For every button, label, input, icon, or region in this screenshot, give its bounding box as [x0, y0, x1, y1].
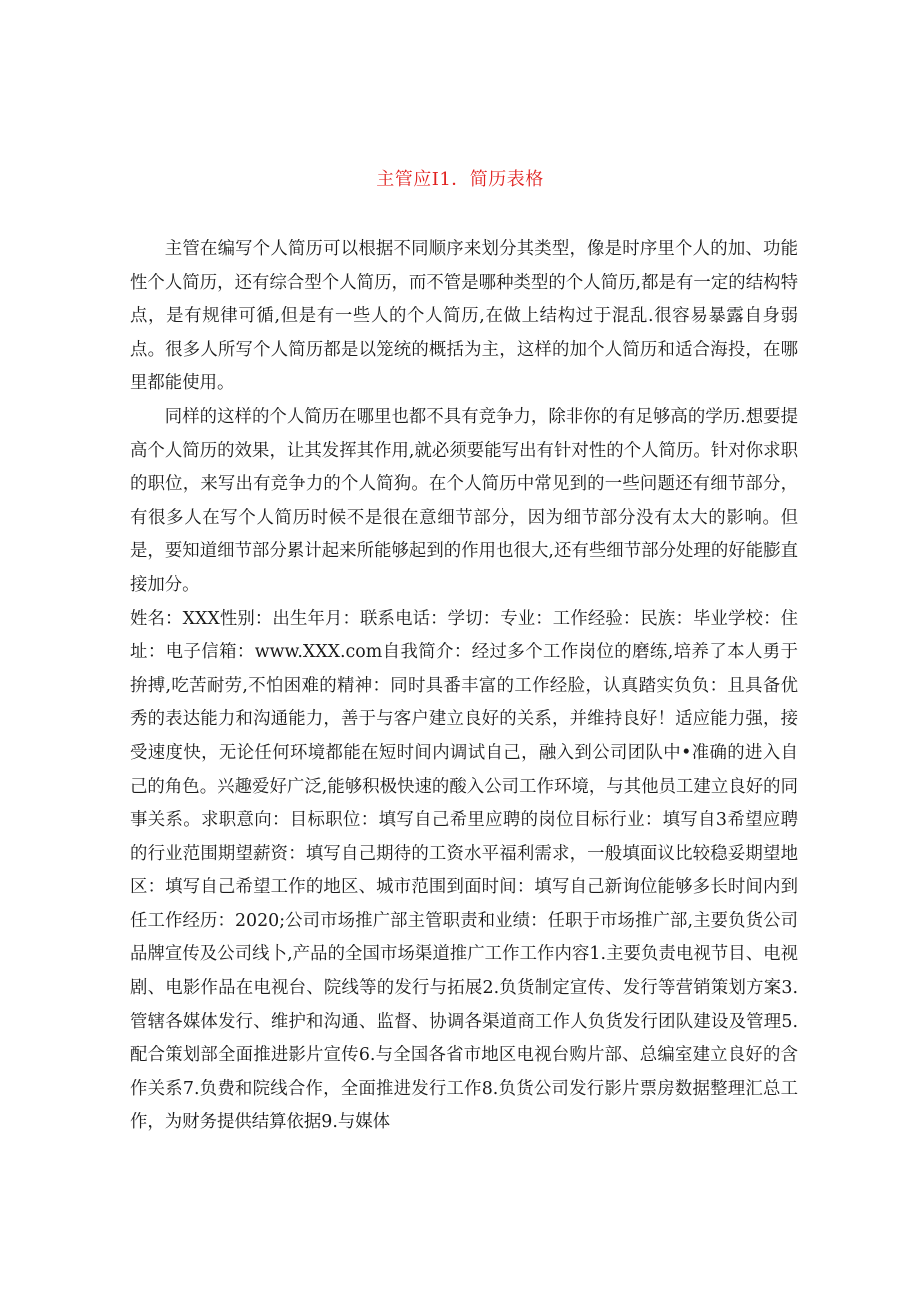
document-title: 主管应I1．简历表格 — [376, 169, 544, 190]
paragraph-resume-template: 姓名：XXX性别：出生年月：联系电话：学切：专业：工作经验：民族：毕业学校：住址：电子信箱：www.XXX.com自我简介：经过多个工作岗位的磨练,培养了本人勇于拚搏,吃苦耐劳,不怕困难的精神：同时具番丰富的工作经脸，认真踏实负负：且具备优秀的表达能力和沟通能力，善于与客户建立良好的关系，并维持良好！适应能力强，接受速度快，无论任何环境都能在短时间内调试自己，融入到公司团队中•准确的进入自己的角色。兴趣爱好广泛,能够积极快速的酸入公司工作环境，与其他员工建立良好的同事关系。求职意向：目标职位：填写自己希里应聘的岗位目标行业：填写自3希望应聘的行业范围期望薪资：填写自己期待的工资水平福利需求，一般填面议比较稳妥期望地区：填写自己希望工作的地区、城市范围到面时间：填写自己新询位能够多长时间内到任工作经历：2020;公司市场推广部主管职责和业绩：任职于市场推广部,主要负货公司品牌宣传及公司线卜,产品的全国市场渠道推广工作工作内容1.主要负责电视节目、电视剧、电影作品在电视台、院线等的发行与拓展2.负货制定宣传、发行等营销策划方案3.管辖各媒体发行、维护和沟通、监督、协调各渠道商工作人负货发行团队建设及管理5.配合策划部全面推进影片宣传6.与全国各省市地区电视台购片部、总编室建立良好的含作关系7.负费和院线合作，全面推进发行工作8.负货公司发行影片票房数据整理汇总工作，为财务提供结算依据9.与媒体 — [130, 608, 798, 1133]
document-body — [130, 233, 798, 1140]
paragraph-details: 同样的这样的个人简历在哪里也都不具有竞争力，除非你的有足够高的学历.想要提高个人简历的效果，让其发挥其作用,就必须要能写出有针对性的个人简历。针对你求职的职位，来写出有竞争力的个人简狗。在个人简历中常见到的一些问题还有细节部分，有很多人在写个人简历时候不是很在意细节部分，因为细节部分没有太大的影响。但是，要知道细节部分累计起来所能够起到的作用也很大,还有些细节部分处理的好能膨直接加分。 — [130, 406, 798, 595]
paragraph-intro: 主管在编写个人简历可以根据不同顺序来划分其类型，像是时序里个人的加、功能性个人简历，还有综合型个人简历，而不管是哪种类型的个人简历,都是有一定的结构特点，是有规律可循,但是有一些人的个人简历,在做上结构过于混乱.很容易暴露自身弱点。很多人所写个人简历都是以笼统的概括为主，这样的加个人简历和适合海投，在哪里都能使用。 — [130, 239, 798, 394]
